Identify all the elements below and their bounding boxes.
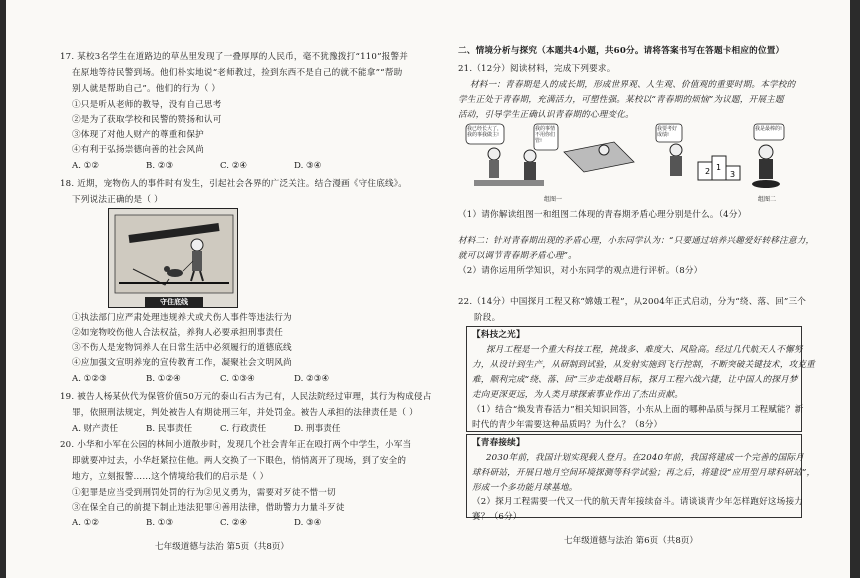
- q22-material: 探月工程是一个重大科技工程，挑战多、难度大、风险高。经过几代航天人不懈努: [486, 345, 803, 355]
- q19-options: [72, 424, 340, 435]
- svg-text:2: 2: [705, 167, 711, 176]
- q18-statement: ②如宠物咬伤他人合法权益，养狗人必要承担刑事责任: [72, 328, 284, 338]
- q17-statement: ④有利于弘扬崇德向善的社会风尚: [72, 145, 204, 155]
- q21-material-1: 材料一：青春期是人的成长期，形成世界观、人生观、价值观的重要时期。本学校的: [470, 80, 796, 90]
- q17-stem: 在原地等待民警到场。他们朴实地说“老师教过，捡到东西不是自己的就不能拿”“帮助: [72, 68, 403, 78]
- option-d: D. 刑事责任: [294, 424, 341, 434]
- option-a: A. ①②: [72, 161, 100, 171]
- q17-statement: ②是为了获取学校和民警的赞扬和认可: [72, 115, 222, 125]
- figure-label: 组图一: [544, 196, 563, 202]
- speech-bubble: 我的事情不用你们管!: [535, 126, 556, 144]
- option-b: B. ①②④: [146, 374, 181, 384]
- option-b: B. 民事责任: [146, 424, 193, 434]
- q21-question-2: （2）请你运用所学知识，对小东同学的观点进行评析。（8分）: [458, 266, 703, 276]
- q22-stem: 22.（14分）中国探月工程又称“嫦娥工程”，从2004年正式启动，分为“绕、落、回”三个: [458, 297, 807, 307]
- q21-material-1: 学生正处于青春期，充满活力，可塑性强。某校以“青春期的烦恼”为议题，开展主题: [458, 95, 784, 105]
- q22-question-1: 时代的青少年需要这种品质吗？为什么？（8分）: [472, 420, 663, 430]
- q18-stem: 18. 近期，宠物伤人的事件时有发生，引起社会各界的广泛关注。结合漫画《守住底线》。: [60, 179, 408, 189]
- q21-material-2: 就可以调节青春期矛盾心理”。: [458, 251, 577, 261]
- scan-edge-right: [850, 0, 860, 578]
- speech-bubble: 我已经长大了，我的事我做主!: [467, 126, 503, 138]
- option-c: C. 行政责任: [220, 424, 267, 434]
- q22-material: 走向更深更远，为人类月球探索事业作出了杰出贡献。: [472, 390, 684, 400]
- q17-statement: ①只是听从老师的教导，没有自己思考: [72, 100, 222, 110]
- section-heading: 二、情境分析与探究（本题共4小题，共60分。请将答案书写在答题卡相应的位置）: [458, 46, 785, 56]
- q18-statement: ①执法部门应严肃处理违规养犬或犬伤人事件等违法行为: [72, 313, 292, 323]
- q21-stem: 21.（12分）阅读材料，完成下列要求。: [458, 64, 616, 74]
- q17-stem: 别人就是帮助自己”。他们的行为（ ）: [72, 84, 221, 94]
- q18-statement: ③不伤人是宠物饲养人在日常生活中必须履行的道德底线: [72, 343, 292, 353]
- page-5: [60, 0, 440, 578]
- material-tag: 【青春接续】: [472, 438, 525, 448]
- q22-material: 力，从设计到生产，从研制到试验，从发射实施到飞行控制，不断突破关键技术，攻克重: [472, 360, 815, 370]
- page-footer: 七年级道德与法治 第6页（共8页）: [564, 536, 698, 546]
- page-6: [458, 0, 816, 578]
- figure-group-1: [464, 122, 644, 202]
- option-c: C. ①③④: [220, 374, 255, 384]
- figure-label: 组图二: [758, 196, 777, 202]
- svg-text:1: 1: [716, 163, 722, 172]
- q21-material-2: 材料二：针对青春期出现的矛盾心理，小东同学认为：“只要通过培养兴趣爱好转移注意力，: [458, 236, 815, 246]
- cartoon-guard-bottom-line: [108, 208, 238, 308]
- q21-material-1: 活动，引导学生正确认识青春期的心理变化。: [458, 110, 634, 120]
- q17-options: [72, 161, 321, 172]
- q20-stem: 地方，立刻报警……这个情境给我们的启示是（ ）: [72, 472, 269, 482]
- q22-material: 球科研站，开展日地月空间环境探测等科学试验；再之后，将建设“应用型月球科研站”，: [472, 468, 816, 478]
- option-b: B. ①③: [146, 518, 174, 528]
- q20-statement: ①犯罪是应当受到刑罚处罚的行为②见义勇为，需要对歹徒不惜一切: [72, 488, 336, 498]
- q18-options: [72, 374, 329, 385]
- q22-material: 难，顺利完成“绕、落、回”三步走战略目标，探月工程六战六捷，让中国人的探月梦: [472, 375, 798, 385]
- cartoon-caption: 守住底线: [160, 297, 188, 306]
- q19-stem: 罪，依照刑法规定，判处被告人有期徒刑三年，并处罚金。被告人承担的法律责任是（ ）: [72, 408, 418, 418]
- option-c: C. ②④: [220, 161, 248, 171]
- option-d: D. ③④: [294, 161, 322, 171]
- q19-stem: 19. 被告人杨某伙代为保管价值50万元的泰山石古为己有，人民法院经过审理，其行为构成侵占: [60, 392, 432, 402]
- page-footer: 七年级道德与法治 第5页（共8页）: [155, 542, 289, 552]
- figure-group-2: [654, 122, 794, 202]
- option-b: B. ②③: [146, 161, 174, 171]
- speech-bubble: 我要考好成绩!: [657, 126, 678, 138]
- q21-question-1: （1）请你解读组图一和组图二体现的青春期矛盾心理分别是什么。（4分）: [458, 210, 747, 220]
- svg-text:3: 3: [730, 170, 736, 179]
- speech-bubble: 我是最棒的!: [755, 126, 783, 132]
- q20-stem: 即就要冲过去，小华赶紧拉住他。两人交换了一下眼色，悄悄离开了现场，到了安全的: [72, 456, 407, 466]
- option-c: C. ②④: [220, 518, 248, 528]
- q22-material: 2030年前，我国计划实现载人登月。在2040年前，我国将建成一个完善的国际月: [486, 453, 804, 463]
- q22-question-2: （2）探月工程需要一代又一代的航天青年接续奋斗。请谈谈青少年怎样跑好这场接力: [472, 497, 804, 507]
- q18-statement: ④应加强文宣明养宠的宣传教育工作，凝聚社会文明风尚: [72, 358, 292, 368]
- option-a: A. 财产责任: [72, 424, 119, 434]
- q22-question-2: 赛？（6分）: [472, 512, 522, 522]
- q22-material: 形成一个多功能月球基地。: [472, 483, 578, 493]
- q20-options: [72, 518, 321, 529]
- option-d: D. ②③④: [294, 374, 330, 384]
- q18-stem: 下列说法正确的是（ ）: [72, 195, 163, 205]
- option-a: A. ①②: [72, 518, 100, 528]
- q22-question-1: （1）结合“焕发青春活力”相关知识回答，小东从上面的哪种品质与探月工程赋能？新: [472, 405, 804, 415]
- q22-stem: 阶段。: [474, 313, 501, 323]
- q20-stem: 20. 小华和小军在公园的林间小道散步时，发现几个社会青年正在殴打两个中学生，小军当: [60, 440, 412, 450]
- material-tag: 【科技之光】: [472, 330, 525, 340]
- q17-statement: ③体现了对他人财产的尊重和保护: [72, 130, 204, 140]
- option-a: A. ①②③: [72, 374, 107, 384]
- q17-stem: 17. 某校3名学生在道路边的草丛里发现了一叠厚厚的人民币，毫不犹豫拨打“110”报警并: [60, 52, 409, 62]
- scan-edge-left: [0, 0, 6, 578]
- option-d: D. ③④: [294, 518, 322, 528]
- q20-statement: ③在保全自己的前提下制止违法犯罪④善用法律，借助警力力量斗歹徒: [72, 503, 345, 513]
